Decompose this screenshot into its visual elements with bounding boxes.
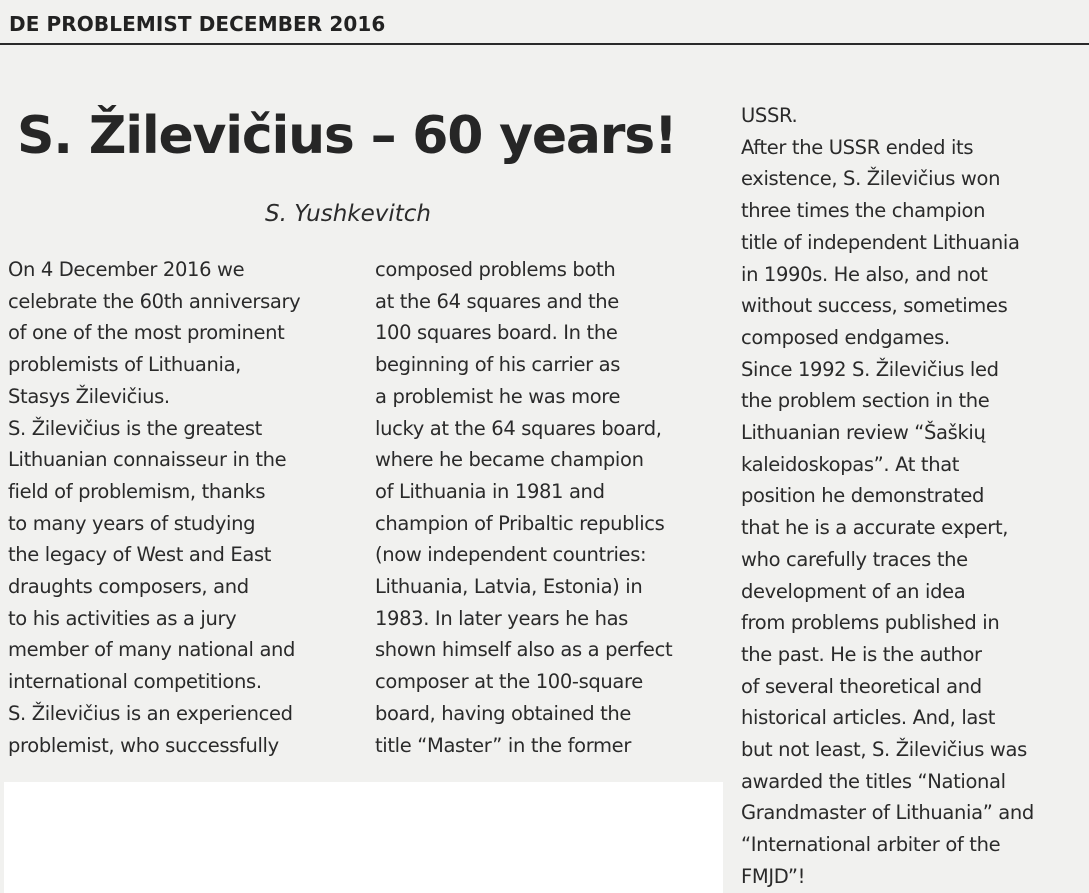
text-line: title “Master” in the former xyxy=(375,733,631,757)
text-line: field of problemism, thanks xyxy=(8,479,266,503)
text-line: Lithuanian connaisseur in the xyxy=(8,448,287,472)
text-line: historical articles. And, last xyxy=(741,706,996,730)
article-column-3 xyxy=(741,100,1034,893)
text-line: “International arbiter of the xyxy=(741,833,1001,857)
text-line: composed problems both xyxy=(375,258,616,281)
text-line: of one of the most prominent xyxy=(8,321,285,345)
text-line: S. Žilevičius is the greatest xyxy=(8,416,262,440)
text-line: international competitions. xyxy=(8,670,262,694)
text-line: (now independent countries: xyxy=(375,543,647,567)
text-line: in 1990s. He also, and not xyxy=(741,262,988,286)
text-line: three times the champion xyxy=(741,199,986,223)
article-title: S. Žilevičius – 60 years! xyxy=(17,106,677,166)
article-author: S. Yushkevitch xyxy=(265,201,432,227)
text-line: shown himself also as a perfect xyxy=(375,638,673,662)
text-line: without success, sometimes xyxy=(741,294,1008,318)
text-line: existence, S. Žilevičius won xyxy=(741,167,1001,191)
text-line: Lithuania, Latvia, Estonia) in xyxy=(375,575,643,599)
text-line: but not least, S. Žilevičius was xyxy=(741,738,1027,762)
text-line: from problems published in xyxy=(741,611,1000,635)
text-line: title of independent Lithuania xyxy=(741,230,1020,254)
text-line: Stasys Žilevičius. xyxy=(8,384,170,408)
text-line: member of many national and xyxy=(8,638,296,662)
text-line: 1983. In later years he has xyxy=(375,606,628,630)
text-line: problemists of Lithuania, xyxy=(8,353,242,377)
text-line: 100 squares board. In the xyxy=(375,321,618,345)
running-head: DE PROBLEMIST DECEMBER 2016 xyxy=(9,12,386,36)
text-line: draughts composers, and xyxy=(8,575,249,599)
header-rule xyxy=(0,43,1089,45)
text-line: a problemist he was more xyxy=(375,384,621,408)
article-column-2 xyxy=(375,254,672,761)
text-line: composed endgames. xyxy=(741,325,950,349)
text-line: awarded the titles “National xyxy=(741,769,1006,793)
text-line: FMJD”! xyxy=(741,864,806,888)
text-line: celebrate the 60th anniversary xyxy=(8,289,301,313)
text-line: After the USSR ended its xyxy=(741,135,974,159)
text-line: S. Žilevičius is an experienced xyxy=(8,701,293,725)
text-line: Since 1992 S. Žilevičius led xyxy=(741,357,999,381)
text-line: Grandmaster of Lithuania” and xyxy=(741,801,1034,825)
text-line: to his activities as a jury xyxy=(8,606,237,630)
text-line: lucky at the 64 squares board, xyxy=(375,416,662,440)
text-line: board, having obtained the xyxy=(375,701,632,725)
text-line: problemist, who successfully xyxy=(8,733,279,757)
text-line: the past. He is the author xyxy=(741,642,982,666)
text-line: where he became champion xyxy=(375,448,644,472)
text-line: at the 64 squares and the xyxy=(375,289,619,313)
text-line: beginning of his carrier as xyxy=(375,353,621,377)
text-line: Lithuanian review “Šaškių xyxy=(741,421,986,445)
text-line: of several theoretical and xyxy=(741,674,982,698)
text-line: USSR. xyxy=(741,104,798,127)
blank-cover-area xyxy=(4,782,723,893)
text-line: kaleidoskopas”. At that xyxy=(741,452,960,476)
text-line: On 4 December 2016 we xyxy=(8,258,245,281)
text-line: the legacy of West and East xyxy=(8,543,272,567)
text-line: of Lithuania in 1981 and xyxy=(375,479,605,503)
text-line: champion of Pribaltic republics xyxy=(375,511,665,535)
text-line: who carefully traces the xyxy=(741,547,968,571)
text-line: to many years of studying xyxy=(8,511,256,535)
article-column-1 xyxy=(8,254,300,761)
text-line: development of an idea xyxy=(741,579,966,603)
text-line: that he is a accurate expert, xyxy=(741,516,1009,540)
text-line: composer at the 100-square xyxy=(375,670,643,694)
text-line: the problem section in the xyxy=(741,389,990,413)
text-line: position he demonstrated xyxy=(741,484,985,508)
